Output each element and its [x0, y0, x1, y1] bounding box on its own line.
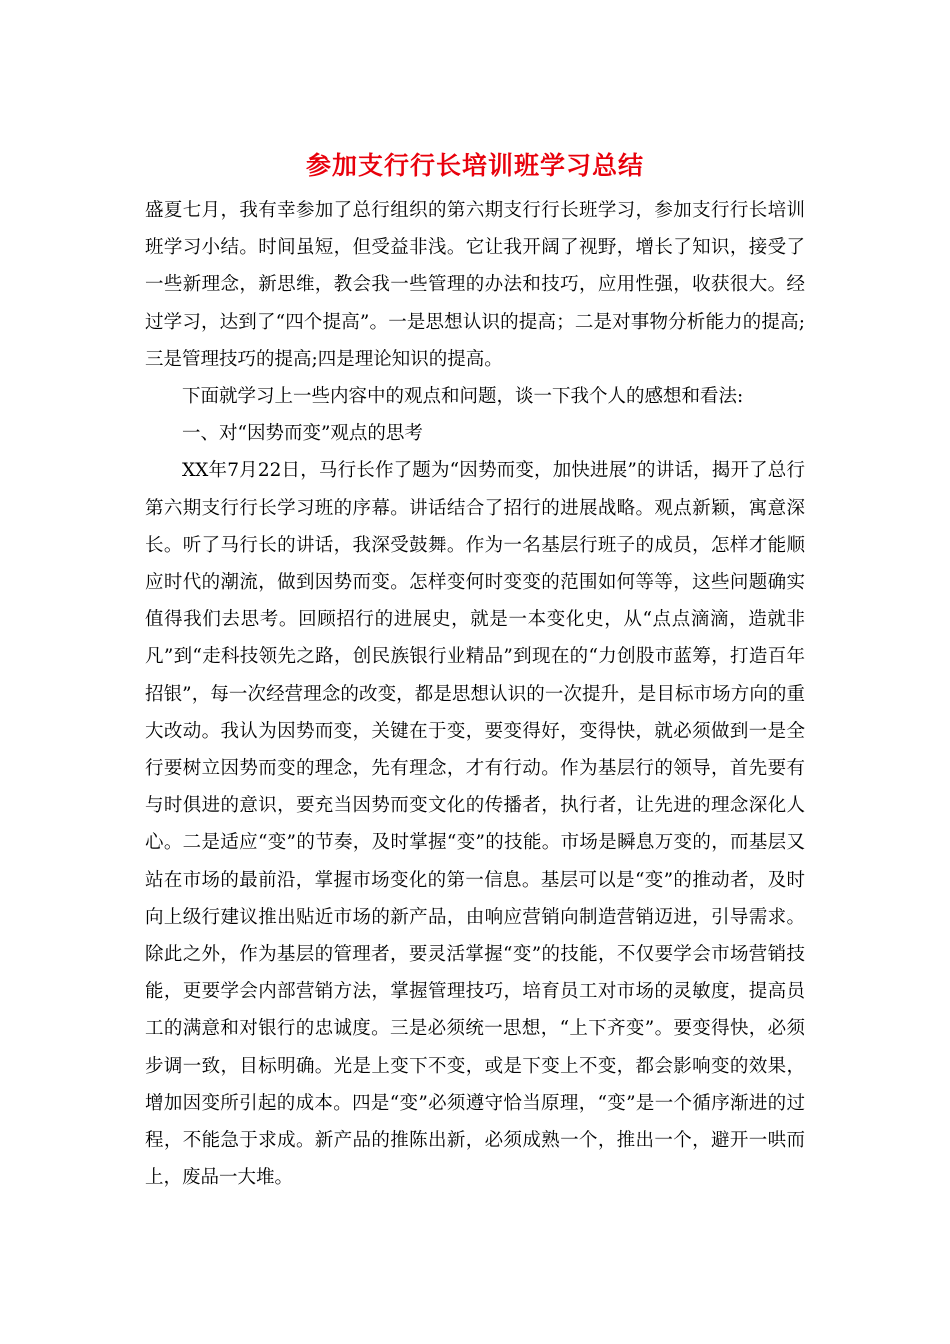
paragraph-lead-in: 下面就学习上一些内容中的观点和问题，谈一下我个人的感想和看法:	[182, 386, 744, 408]
document-title: 参加支行行长培训班学习总结	[305, 151, 644, 180]
document-body	[145, 192, 805, 1196]
paragraph-intro: 盛夏七月，我有幸参加了总行组织的第六期支行行长班学习，参加支行行长培训班学习小结。时间虽短，但受益非浅。它让我开阔了视野，增长了知识，接受了一些新理念，新思维，教会我一些管理的办法和技巧，应用性强，收获很大。经过学习，达到了“四个提高”。一是思想认识的提高；二是对事物分析能力的提高;三是管理技巧的提高;四是理论知识的提高。	[145, 200, 805, 370]
paragraph-main: XX年7月22日，马行长作了题为“因势而变，加快进展”的讲话，揭开了总行第六期支行行长学习班的序幕。讲话结合了招行的进展战略。观点新颖，寓意深长。听了马行长的讲话，我深受鼓舞。作为一名基层行班子的成员，怎样才能顺应时代的潮流，做到因势而变。怎样变何时变变的范围如何等等，这些问题确实值得我们去思考。回顾招行的进展史，就是一本变化史，从“点点滴滴，造就非凡”到“走科技领先之路，创民族银行业精品”到现在的“力创股市蓝筹，打造百年招银”，每一次经营理念的改变，都是思想认识的一次提升，是目标市场方向的重大改动。我认为因势而变，关键在于变，要变得好，变得快，就必须做到一是全行要树立因势而变的理念，先有理念，才有行动。作为基层行的领导，首先要有与时俱进的意识，要充当因势而变文化的传播者，执行者，让先进的理念深化人心。二是适应“变”的节奏，及时掌握“变”的技能。市场是瞬息万变的，而基层又站在市场的最前沿，掌握市场变化的第一信息。基层可以是“变”的推动者，及时向上级行建议推出贴近市场的新产品，由响应营销向制造营销迈进，引导需求。除此之外，作为基层的管理者，要灵活掌握“变”的技能，不仅要学会市场营销技能，更要学会内部营销方法，掌握管理技巧，培育员工对市场的灵敏度，提高员工的满意和对银行的忠诚度。三是必须统一思想，“上下齐变”。要变得快，必须步调一致，目标明确。光是上变下不变，或是下变上不变，都会影响变的效果，增加因变所引起的成本。四是“变”必须遵守恰当原理，“变”是一个循序渐进的过程，不能急于求成。新产品的推陈出新，必须成熟一个，推出一个，避开一哄而上，废品一大堆。	[145, 460, 805, 1189]
section-heading: 一、对“因势而变”观点的思考	[182, 423, 423, 445]
